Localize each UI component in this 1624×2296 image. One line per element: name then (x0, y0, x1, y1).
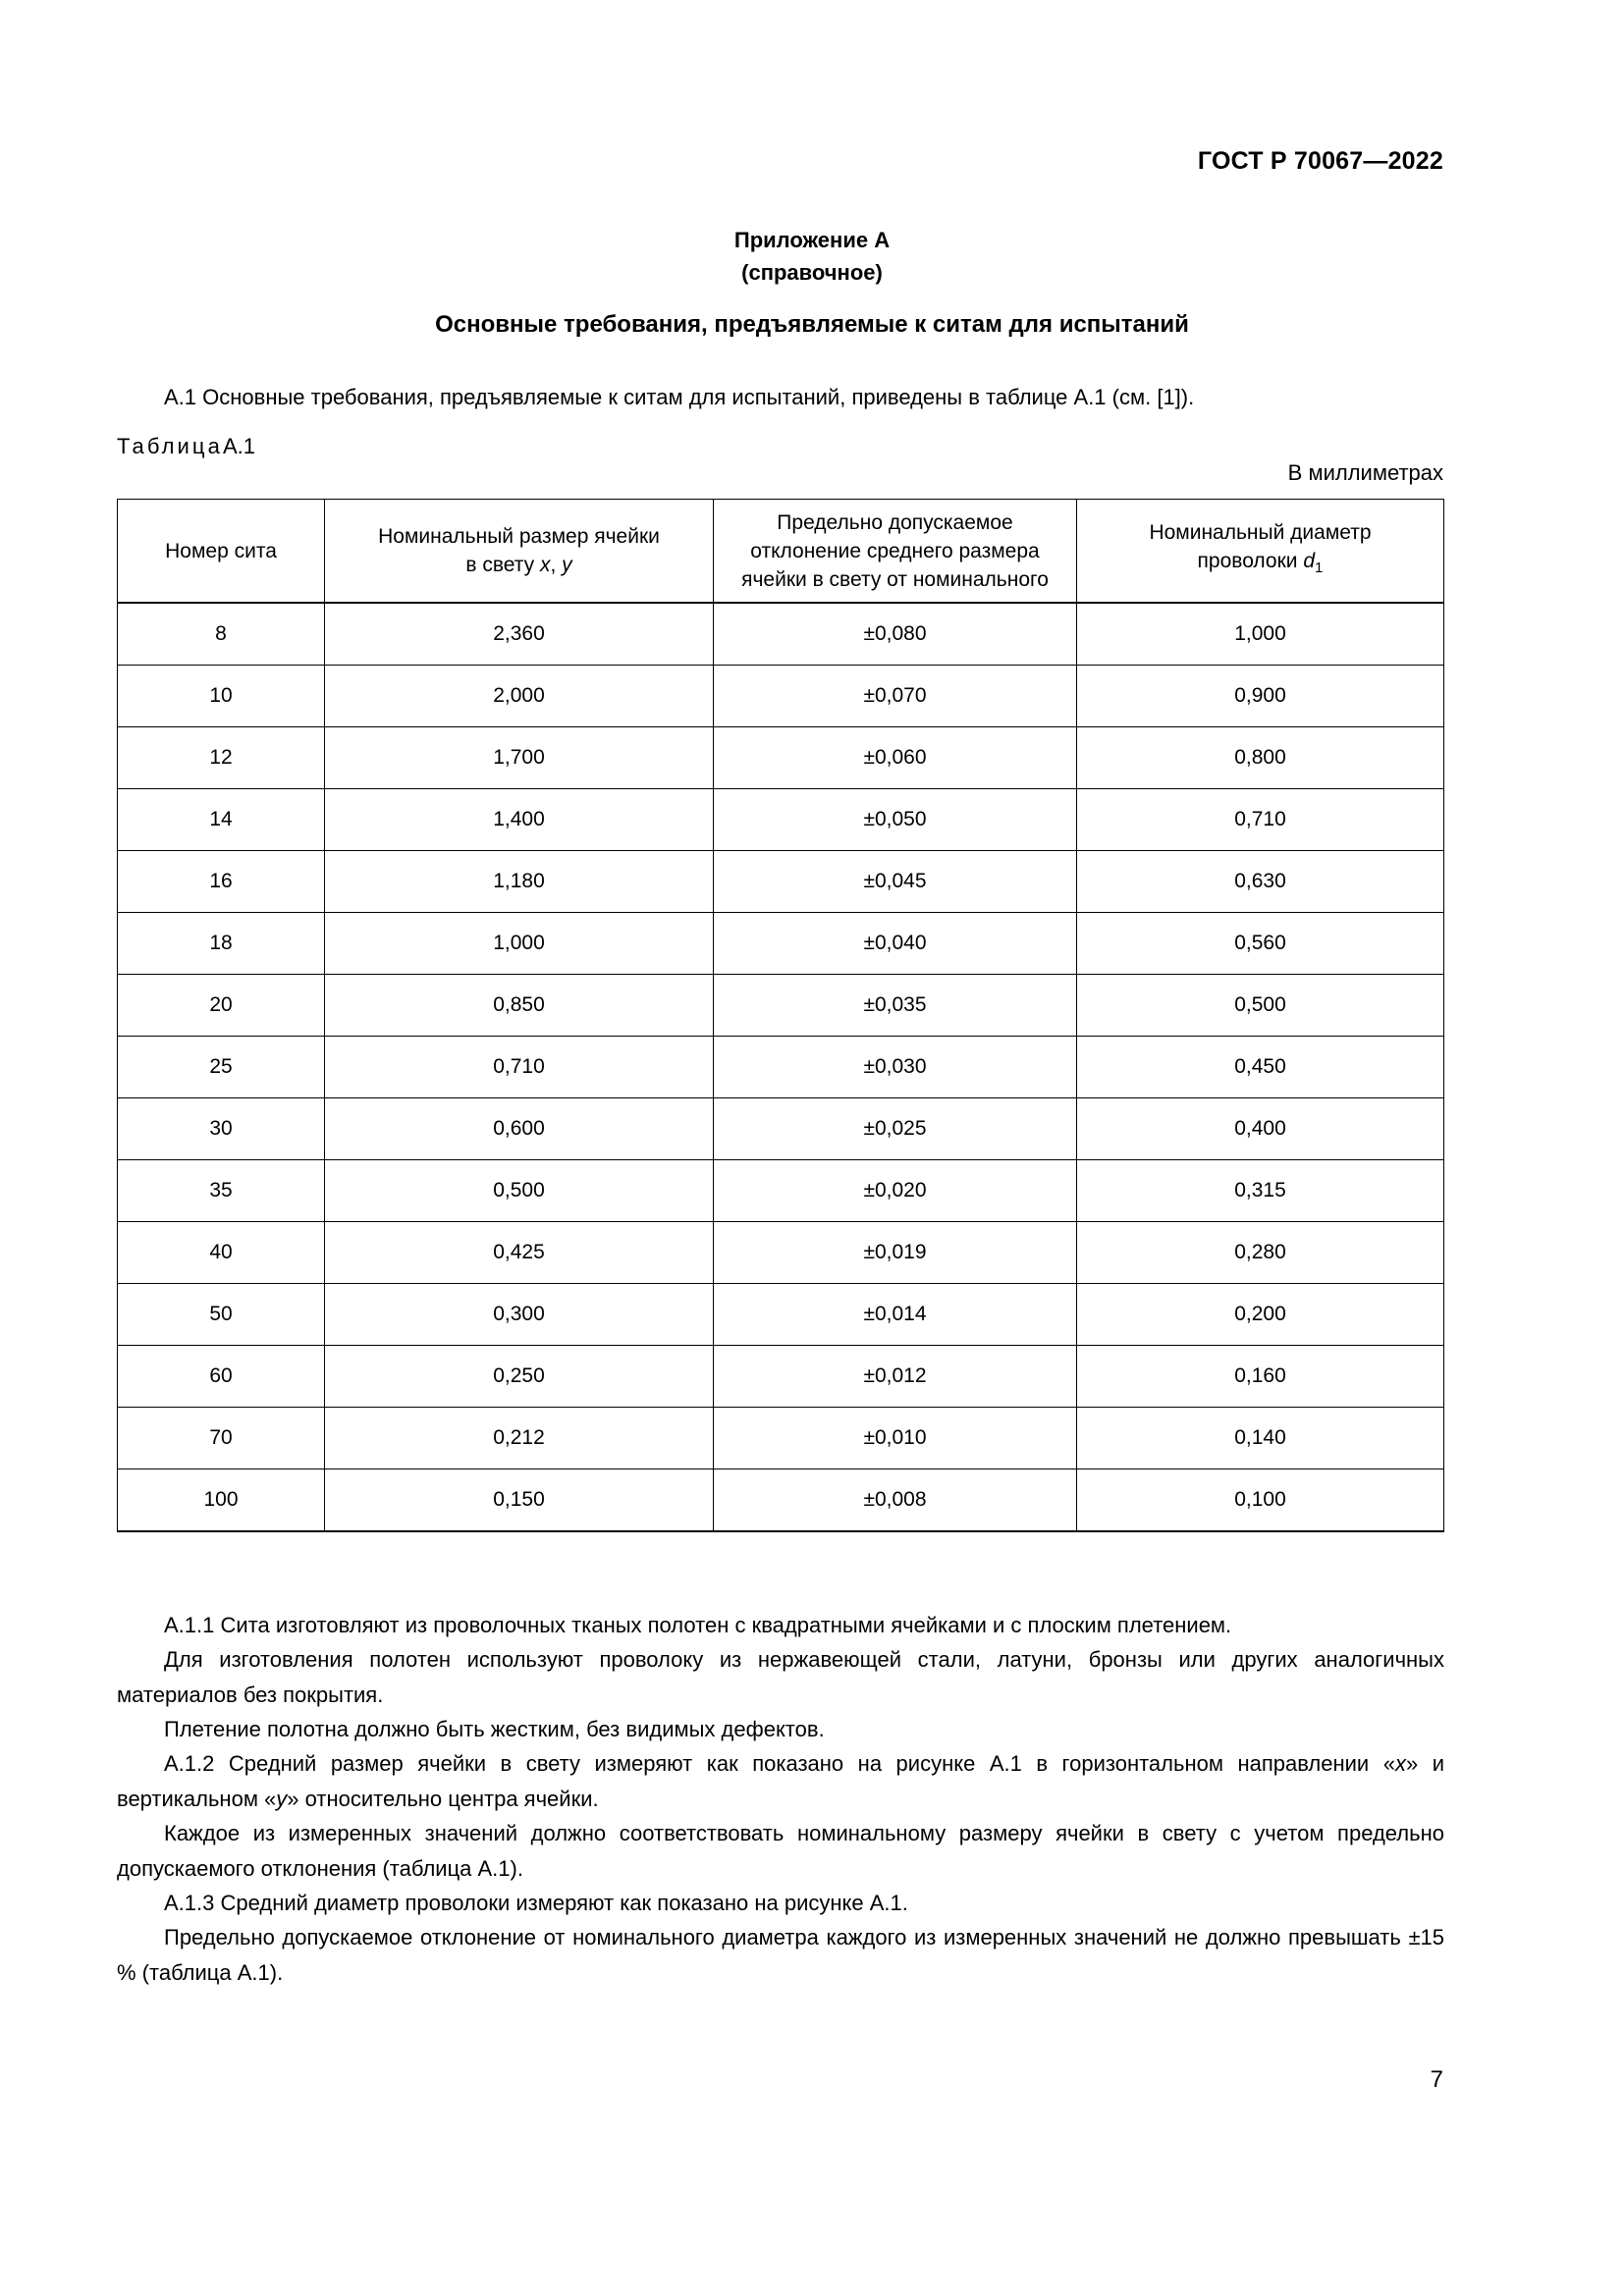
clause-a1-2-text-post: » относительно центра ячейки. (287, 1786, 599, 1811)
clause-a1-paragraph (117, 380, 1444, 415)
cell-max-deviation: ±0,010 (714, 1408, 1077, 1469)
cell-sieve-number: 25 (118, 1037, 325, 1098)
cell-nominal-aperture: 1,400 (325, 789, 714, 851)
cell-sieve-number: 12 (118, 727, 325, 789)
cell-wire-diameter: 0,100 (1077, 1469, 1444, 1532)
cell-sieve-number: 50 (118, 1284, 325, 1346)
cell-nominal-aperture: 1,180 (325, 851, 714, 913)
cell-max-deviation: ±0,014 (714, 1284, 1077, 1346)
cell-wire-diameter: 0,900 (1077, 666, 1444, 727)
cell-nominal-aperture: 0,300 (325, 1284, 714, 1346)
cell-max-deviation: ±0,008 (714, 1469, 1077, 1532)
cell-max-deviation: ±0,040 (714, 913, 1077, 975)
cell-max-deviation: ±0,019 (714, 1222, 1077, 1284)
table-row (118, 603, 1444, 666)
table-caption (117, 434, 255, 459)
cell-wire-diameter: 0,450 (1077, 1037, 1444, 1098)
table-row (118, 1037, 1444, 1098)
cell-sieve-number: 20 (118, 975, 325, 1037)
cell-wire-diameter: 0,400 (1077, 1098, 1444, 1160)
annex-kind: (справочное) (741, 260, 883, 285)
cell-max-deviation: ±0,012 (714, 1346, 1077, 1408)
table-row (118, 913, 1444, 975)
cell-max-deviation: ±0,020 (714, 1160, 1077, 1222)
cell-wire-diameter: 0,160 (1077, 1346, 1444, 1408)
cell-nominal-aperture: 0,850 (325, 975, 714, 1037)
clause-a1-2-paragraph (117, 1746, 1444, 1816)
each-value-text: Каждое из измеренных значений должно соответствовать номинальному размеру ячейки в свету с учетом предельно допускаемого отклонения (таблица А.1). (117, 1821, 1444, 1881)
cell-nominal-aperture: 2,360 (325, 603, 714, 666)
table-row (118, 789, 1444, 851)
symbol-d-subscript: 1 (1315, 560, 1324, 577)
table-caption-word: Таблица (117, 434, 223, 458)
cell-sieve-number: 14 (118, 789, 325, 851)
cell-wire-diameter: 0,200 (1077, 1284, 1444, 1346)
tolerance-text: Предельно допускаемое отклонение от номинального диаметра каждого из измеренных значений не должно превышать ±15 % (таблица А.1). (117, 1925, 1444, 1985)
cell-wire-diameter: 0,800 (1077, 727, 1444, 789)
table-row (118, 1222, 1444, 1284)
table-row (118, 666, 1444, 727)
clause-a1-text: А.1 Основные требования, предъявляемые к ситам для испытаний, приведены в таблице А.1 (см. [1]). (164, 385, 1195, 409)
cell-max-deviation: ±0,030 (714, 1037, 1077, 1098)
table-header (118, 500, 1444, 604)
cell-nominal-aperture: 0,710 (325, 1037, 714, 1098)
cell-wire-diameter: 0,315 (1077, 1160, 1444, 1222)
table-row (118, 1469, 1444, 1532)
cell-nominal-aperture: 1,700 (325, 727, 714, 789)
symbol-x: x (539, 554, 551, 576)
cell-sieve-number: 16 (118, 851, 325, 913)
table-row (118, 975, 1444, 1037)
clause-a1-1-text: А.1.1 Сита изготовляют из проволочных тканых полотен с квадратными ячейками и с плоским плетением. (164, 1613, 1232, 1637)
table-header-row (118, 500, 1444, 604)
table-row (118, 727, 1444, 789)
cell-wire-diameter: 0,500 (1077, 975, 1444, 1037)
column-header-max-deviation: Предельно допускаемое отклонение среднего размера ячейки в свету от номинального (714, 500, 1077, 604)
cell-max-deviation: ±0,045 (714, 851, 1077, 913)
cell-sieve-number: 8 (118, 603, 325, 666)
cell-nominal-aperture: 0,150 (325, 1469, 714, 1532)
cell-max-deviation: ±0,060 (714, 727, 1077, 789)
cell-nominal-aperture: 2,000 (325, 666, 714, 727)
each-value-paragraph (117, 1816, 1444, 1886)
column-header-sieve-number: Номер сита (118, 500, 325, 604)
weave-paragraph (117, 1712, 1444, 1747)
materials-text: Для изготовления полотен используют проволоку из нержавеющей стали, латуни, бронзы или других аналогичных материалов без покрытия. (117, 1647, 1444, 1707)
materials-paragraph (117, 1642, 1444, 1712)
cell-nominal-aperture: 0,212 (325, 1408, 714, 1469)
symbol-y: y (562, 554, 572, 576)
cell-nominal-aperture: 0,250 (325, 1346, 714, 1408)
symbol-d: d (1303, 550, 1316, 573)
clause-a1-3-text: А.1.3 Средний диаметр проволоки измеряют как показано на рисунке А.1. (164, 1891, 908, 1915)
cell-nominal-aperture: 0,425 (325, 1222, 714, 1284)
cell-wire-diameter: 0,630 (1077, 851, 1444, 913)
cell-sieve-number: 30 (118, 1098, 325, 1160)
cell-max-deviation: ±0,080 (714, 603, 1077, 666)
symbol-y-inline: y (276, 1786, 288, 1811)
cell-wire-diameter: 0,710 (1077, 789, 1444, 851)
cell-wire-diameter: 0,140 (1077, 1408, 1444, 1469)
annex-label: Приложение А (733, 228, 891, 252)
symbol-x-inline: x (1394, 1751, 1406, 1776)
table-units-note: В миллиметрах (1287, 460, 1443, 485)
column-header-wire-diameter: Номинальный диаметр проволоки $d_1$ (1077, 500, 1444, 604)
weave-text: Плетение полотна должно быть жестким, без видимых дефектов. (164, 1717, 825, 1741)
cell-sieve-number: 100 (118, 1469, 325, 1532)
sieve-requirements-table (117, 499, 1444, 1532)
table-row (118, 1160, 1444, 1222)
cell-sieve-number: 60 (118, 1346, 325, 1408)
cell-wire-diameter: 1,000 (1077, 603, 1444, 666)
table-row (118, 1284, 1444, 1346)
cell-sieve-number: 40 (118, 1222, 325, 1284)
tolerance-paragraph (117, 1920, 1444, 1990)
page-number: 7 (1430, 2066, 1443, 2093)
clause-a1-1-paragraph (117, 1608, 1444, 1643)
annex-heading (0, 224, 1624, 289)
cell-sieve-number: 18 (118, 913, 325, 975)
cell-max-deviation: ±0,070 (714, 666, 1077, 727)
cell-max-deviation: ±0,035 (714, 975, 1077, 1037)
table-row (118, 851, 1444, 913)
table-row (118, 1408, 1444, 1469)
running-head-standard-number: ГОСТ Р 70067—2022 (1197, 147, 1443, 175)
cell-nominal-aperture: 1,000 (325, 913, 714, 975)
clause-a1-2-text-mid: » и вертикальном « (117, 1751, 1444, 1811)
table-body (118, 603, 1444, 1531)
cell-nominal-aperture: 0,600 (325, 1098, 714, 1160)
cell-max-deviation: ±0,050 (714, 789, 1077, 851)
column-header-nominal-aperture: Номинальный размер ячейки в свету x, y (325, 500, 714, 604)
clause-a1-3-paragraph (117, 1886, 1444, 1921)
cell-sieve-number: 70 (118, 1408, 325, 1469)
table-row (118, 1346, 1444, 1408)
table-row (118, 1098, 1444, 1160)
cell-sieve-number: 35 (118, 1160, 325, 1222)
annex-title: Основные требования, предъявляемые к ситам для испытаний (435, 311, 1189, 338)
cell-wire-diameter: 0,280 (1077, 1222, 1444, 1284)
cell-sieve-number: 10 (118, 666, 325, 727)
cell-wire-diameter: 0,560 (1077, 913, 1444, 975)
clause-a1-2-text-pre: А.1.2 Средний размер ячейки в свету измеряют как показано на рисунке А.1 в горизонтальном направлении « (164, 1751, 1395, 1776)
table-caption-number: А.1 (222, 434, 255, 458)
cell-nominal-aperture: 0,500 (325, 1160, 714, 1222)
cell-max-deviation: ±0,025 (714, 1098, 1077, 1160)
